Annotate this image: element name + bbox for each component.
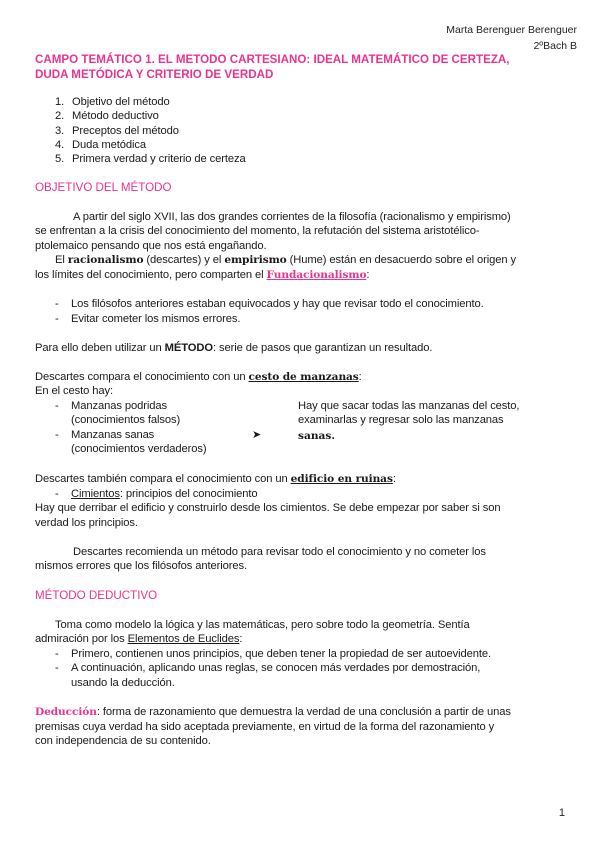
paragraph-line: Descartes recomienda un método para revisar todo el conocimiento y no cometer los [73,546,486,558]
paragraph-line: verdad los principios. [35,517,138,529]
paragraph-line: admiración por los Elementos de Euclides: [35,633,243,645]
bullet-item: - Cimientos: principios del conocimiento [55,488,258,500]
document-title-line1: CAMPO TEMÁTICO 1. EL METODO CARTESIANO: IDEAL MATEMÁTICO DE CERTEZA, [35,53,510,66]
paragraph-line: ptolemaico pensando que nos está engañando. [35,240,267,252]
cesto-item: - Manzanas podridas [55,400,167,412]
deduccion-line: Deducción: forma de razonamiento que demuestra la verdad de una conclusión a partir de unas [35,706,511,718]
paragraph-line: premisas cuya verdad ha sido aceptada previamente, en virtud de la forma del razonamiento y [35,721,495,733]
bullet-item: - Los filósofos anteriores estaban equivocados y hay que revisar todo el conocimiento. [55,298,484,310]
bullet-item: - A continuación, aplicando unas reglas, se conocen más verdades por demostración, [55,662,481,674]
term-deduccion: Deducción [35,706,97,718]
paragraph-line: Hay que derribar el edificio y construirlo desde los cimientos. Se debe empezar por saber si son [35,502,501,514]
paragraph-line: Toma como modelo la lógica y las matemáticas, pero sobre todo la geometría. Sentía [55,619,470,631]
paragraph-line: se enfrentan a la crisis del conocimiento del momento, la refutación del sistema aristotélico- [35,225,480,237]
paragraph-line: los límites del conocimiento, pero comparten el Fundacionalismo: [35,269,370,281]
paragraph-line: El racionalismo (descartes) y el empirismo (Hume) están en desacuerdo sobre el origen y [55,254,516,266]
page-number: 1 [558,807,565,819]
section-heading-deductivo: MÉTODO DEDUCTIVO [35,589,158,602]
paragraph-line: con independencia de su contenido. [35,735,211,747]
section-heading-objetivo: OBJETIVO DEL MÉTODO [35,181,172,194]
term-empirismo: empirismo [224,254,287,266]
term-fundacionalismo: Fundacionalismo [266,269,367,281]
index-item: 5. Primera verdad y criterio de certeza [55,153,246,165]
metodo-line: Para ello deben utilizar un MÉTODO: serie de pasos que garantizan un resultado. [35,342,433,354]
cesto-item-sub: (conocimientos falsos) [71,414,181,426]
term-cimientos: Cimientos [71,488,120,500]
cesto-line: Descartes compara el conocimiento con un cesto de manzanas: [35,371,362,383]
cesto-right-bold: sanas. [298,430,336,442]
index-item: 2. Método deductivo [55,110,159,122]
cesto-hay: En el cesto hay: [35,385,114,397]
bullet-item: - Primero, contienen unos principios, que deben tener la propiedad de ser autoevidente. [55,648,492,660]
index-item: 4. Duda metódica [55,139,146,151]
paragraph-line: mismos errores que los filósofos anteriores. [35,560,247,572]
term-metodo: MÉTODO [164,342,213,354]
cesto-right-line: examinarlas y regresar solo las manzanas [298,414,504,426]
document-title-line2: DUDA METÓDICA Y CRITERIO DE VERDAD [35,68,274,81]
index-item: 1. Objetivo del método [55,96,170,108]
index-item: 3. Preceptos del método [55,125,179,137]
arrow-icon: ➤ [252,429,262,441]
header-author: Marta Berenguer Berenguer [446,24,577,36]
header-course: 2ºBach B [533,40,577,52]
paragraph-line: A partir del siglo XVII, las dos grandes corrientes de la filosofía (racionalismo y empirismo) [73,211,511,223]
bullet-item: - Evitar cometer los mismos errores. [55,313,241,325]
bullet-item-cont: usando la deducción. [71,677,175,689]
edificio-line: Descartes también compara el conocimiento con un edificio en ruinas: [35,473,396,485]
cesto-item-sub: (conocimientos verdaderos) [71,443,207,455]
term-euclides: Elementos de Euclides [127,633,240,645]
cesto-item: - Manzanas sanas [55,429,155,441]
term-racionalismo: racionalismo [67,254,144,266]
term-cesto: cesto de manzanas [248,371,359,383]
term-edificio: edificio en ruinas [290,473,393,485]
cesto-right-line: Hay que sacar todas las manzanas del cesto, [298,400,520,412]
